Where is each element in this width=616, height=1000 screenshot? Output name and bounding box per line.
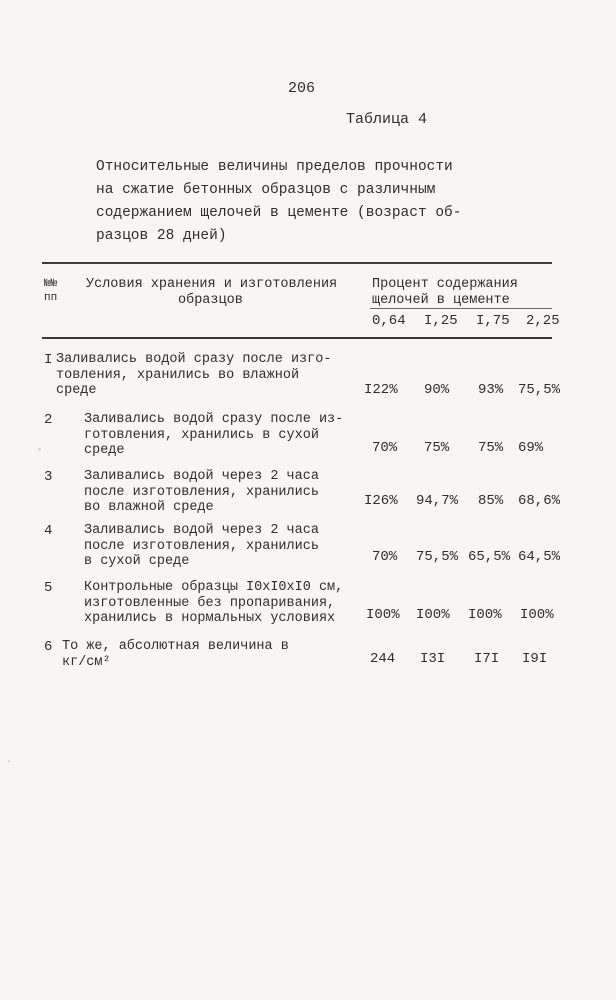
table-cell: 93%	[478, 382, 504, 398]
table-cell: 75,5%	[518, 382, 561, 398]
table-cell: I26%	[364, 493, 398, 509]
table-cell: 64,5%	[518, 549, 561, 565]
header-alkali-value: I,25	[424, 313, 458, 329]
row-conditions: Контрольные образцы I0xI0xI0 см, изготовленные без пропаривания, хранились в нормальных условиях	[84, 580, 344, 626]
table-cell: I22%	[364, 382, 398, 398]
table-cell: 244	[370, 651, 396, 667]
table-cell: 75,5%	[416, 549, 459, 565]
row-conditions: Заливались водой сразу после из- готовления, хранились в сухой среде	[84, 412, 344, 458]
row-number: I	[44, 352, 53, 368]
table-cell: 65,5%	[468, 549, 511, 565]
table-label: Таблица 4	[346, 111, 428, 128]
row-number: 6	[44, 639, 53, 655]
page-number: 206	[288, 80, 316, 97]
scan-speck	[38, 448, 41, 451]
table-cell: 75%	[478, 440, 504, 456]
table-cell: I7I	[474, 651, 500, 667]
table-cell: I9I	[522, 651, 548, 667]
header-bottom-rule	[42, 337, 552, 339]
row-number: 5	[44, 580, 53, 596]
title-line: разцов 28 дней)	[96, 228, 227, 244]
row-number: 2	[44, 412, 53, 428]
table-cell: I00%	[468, 607, 502, 623]
header-alkali-value: I,75	[476, 313, 510, 329]
table-top-rule	[42, 262, 552, 264]
row-conditions: Заливались водой через 2 часа после изготовления, хранились во влажной среде	[84, 469, 319, 515]
table-cell: 85%	[478, 493, 504, 509]
table-cell: 70%	[372, 549, 398, 565]
row-number: 3	[44, 469, 53, 485]
row-conditions: Заливались водой через 2 часа после изготовления, хранились в сухой среде	[84, 523, 319, 569]
table-cell: I3I	[420, 651, 446, 667]
table-cell: 70%	[372, 440, 398, 456]
table-title	[96, 156, 461, 248]
table-cell: I00%	[520, 607, 554, 623]
header-alkali-value: 2,25	[526, 313, 560, 329]
table-cell: 69%	[518, 440, 544, 456]
table-cell: 68,6%	[518, 493, 561, 509]
table-cell: I00%	[366, 607, 400, 623]
row-number: 4	[44, 523, 53, 539]
title-line: на сжатие бетонных образцов с различным	[96, 182, 436, 198]
title-line: содержанием щелочей в цементе (возраст об-	[96, 205, 462, 221]
table-cell: 75%	[424, 440, 450, 456]
table-cell: 94,7%	[416, 493, 459, 509]
header-conditions-column: Условия хранения и изготовления образцов	[86, 277, 338, 308]
table-cell: I00%	[416, 607, 450, 623]
title-line: Относительные величины пределов прочности	[96, 159, 453, 175]
header-number-column: №№ пп	[44, 278, 58, 304]
header-alkali-value: 0,64	[372, 313, 406, 329]
table-cell: 90%	[424, 382, 450, 398]
row-conditions: Заливались водой сразу после изго- товления, хранились во влажной среде	[56, 352, 332, 398]
header-percent-column: Процент содержания щелочей в цементе	[372, 277, 518, 308]
row-conditions: То же, абсолютная величина в кг/см²	[62, 639, 289, 670]
scan-speck	[8, 760, 10, 763]
